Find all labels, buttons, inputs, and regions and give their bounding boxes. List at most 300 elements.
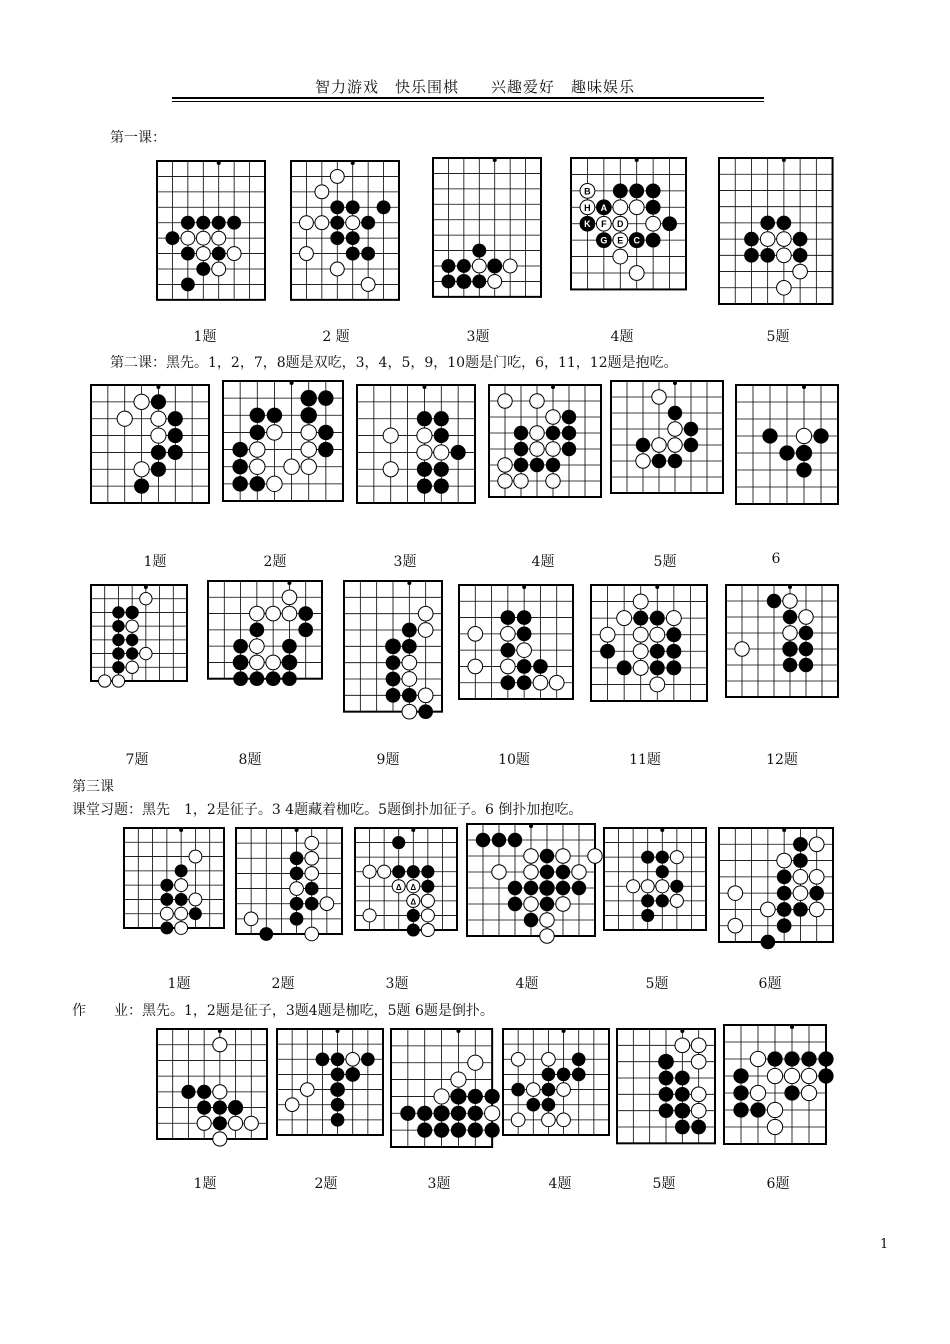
black-stone <box>318 425 333 440</box>
black-stone <box>407 909 420 922</box>
black-stone <box>514 458 528 472</box>
white-stone <box>526 1083 540 1097</box>
white-stone <box>514 474 528 488</box>
white-stone <box>189 850 202 863</box>
black-stone <box>402 688 417 703</box>
white-stone <box>517 643 532 658</box>
go-board <box>432 157 542 307</box>
black-stone <box>318 442 333 457</box>
white-stone <box>767 1119 782 1134</box>
black-stone <box>650 644 665 659</box>
black-stone <box>434 1123 449 1138</box>
black-stone <box>232 459 247 474</box>
white-stone <box>299 216 313 230</box>
white-stone <box>301 442 316 457</box>
black-stone <box>818 1068 833 1083</box>
white-stone <box>767 1068 782 1083</box>
board-caption: 7题 <box>125 752 149 768</box>
black-stone <box>181 1085 195 1099</box>
star-point <box>422 385 426 389</box>
black-stone <box>402 639 417 654</box>
black-stone <box>250 425 265 440</box>
black-stone <box>666 644 681 659</box>
white-stone <box>750 1051 765 1066</box>
go-board <box>466 823 596 951</box>
black-stone <box>392 865 405 878</box>
white-stone <box>668 438 682 452</box>
black-stone <box>126 606 138 618</box>
white-stone <box>652 390 666 404</box>
white-stone <box>540 913 554 927</box>
stone-label: Δ <box>410 897 417 907</box>
black-stone <box>112 661 124 673</box>
black-stone <box>181 277 195 291</box>
black-stone <box>259 927 273 941</box>
board-frame <box>277 1029 383 1135</box>
white-stone <box>363 909 376 922</box>
star-point <box>802 385 806 389</box>
white-stone <box>151 411 166 426</box>
star-point <box>788 585 792 589</box>
board-caption: 4题 <box>548 1176 572 1192</box>
white-stone <box>588 849 602 863</box>
black-stone <box>793 902 808 917</box>
white-stone <box>140 647 152 659</box>
black-stone <box>189 907 202 920</box>
black-stone <box>434 462 449 477</box>
black-stone <box>783 642 797 656</box>
board-caption: 6 <box>771 551 781 567</box>
star-point <box>551 385 555 389</box>
black-stone <box>282 671 297 686</box>
white-stone <box>212 231 226 245</box>
black-stone <box>290 867 304 881</box>
black-stone <box>168 411 183 426</box>
white-stone <box>402 704 417 719</box>
black-stone <box>233 655 248 670</box>
white-stone <box>617 611 632 626</box>
black-stone <box>290 912 304 926</box>
black-stone <box>809 886 824 901</box>
go-board <box>735 384 839 520</box>
white-stone <box>434 445 449 460</box>
star-point <box>660 828 664 832</box>
black-stone <box>633 611 648 626</box>
black-stone <box>346 247 360 261</box>
black-stone <box>557 1068 571 1082</box>
black-stone <box>196 262 210 276</box>
white-stone <box>112 675 124 687</box>
white-stone <box>213 1085 227 1099</box>
go-board <box>723 1024 827 1154</box>
stone-label: D <box>617 219 624 230</box>
star-point <box>673 381 677 385</box>
black-stone <box>168 445 183 460</box>
board-caption: 12题 <box>766 752 798 768</box>
page-header: 智力游戏 快乐围棋 兴趣爱好 趣味娱乐 <box>314 78 635 96</box>
go-board <box>356 384 476 518</box>
white-stone <box>346 216 360 230</box>
black-stone <box>556 881 570 895</box>
stone-label: A <box>600 202 608 213</box>
white-stone <box>402 655 417 670</box>
black-stone <box>783 658 797 672</box>
black-stone <box>668 406 682 420</box>
white-stone <box>315 185 329 199</box>
white-stone <box>301 459 316 474</box>
black-stone <box>799 626 813 640</box>
black-stone <box>793 248 808 263</box>
board-caption: 4题 <box>531 554 555 570</box>
white-stone <box>530 442 544 456</box>
white-stone <box>809 837 824 852</box>
black-stone <box>451 445 466 460</box>
black-stone <box>386 672 401 687</box>
black-stone <box>468 1089 483 1104</box>
black-stone <box>783 610 797 624</box>
stone-label: B <box>584 186 591 197</box>
black-stone <box>134 479 149 494</box>
white-stone <box>670 894 683 907</box>
white-stone <box>363 865 376 878</box>
stone-label: E <box>617 235 624 246</box>
black-stone <box>656 894 669 907</box>
go-board <box>156 1028 268 1162</box>
black-stone <box>514 442 528 456</box>
black-stone <box>511 1083 525 1097</box>
board-caption: 5题 <box>645 976 669 992</box>
black-stone <box>675 1087 690 1102</box>
white-stone <box>503 259 517 273</box>
go-board <box>616 1028 716 1152</box>
white-stone <box>652 438 666 452</box>
black-stone <box>540 849 554 863</box>
white-stone <box>197 1116 211 1130</box>
black-stone <box>801 1051 816 1066</box>
black-stone <box>168 428 183 443</box>
white-stone <box>511 1113 525 1127</box>
black-stone <box>282 639 297 654</box>
black-stone <box>305 882 319 896</box>
white-stone <box>140 593 152 605</box>
black-stone <box>629 183 644 198</box>
black-stone <box>361 216 375 230</box>
black-stone <box>421 865 434 878</box>
board-caption: 2题 <box>271 976 295 992</box>
header-rule-thick <box>172 97 764 99</box>
black-stone <box>508 897 522 911</box>
star-point <box>790 1025 794 1029</box>
white-stone <box>750 1085 765 1100</box>
black-stone <box>331 1098 345 1112</box>
black-stone <box>684 438 698 452</box>
black-stone <box>417 411 432 426</box>
white-stone <box>728 886 743 901</box>
go-board <box>390 1028 496 1148</box>
black-stone <box>784 1085 799 1100</box>
black-stone <box>250 671 265 686</box>
black-stone <box>542 1068 556 1082</box>
white-stone <box>650 627 665 642</box>
star-point <box>411 828 415 832</box>
black-stone <box>777 918 792 933</box>
black-stone <box>457 274 471 288</box>
black-stone <box>212 216 226 230</box>
white-stone <box>629 200 644 215</box>
white-stone <box>330 262 344 276</box>
white-stone <box>761 902 776 917</box>
white-stone <box>468 659 483 674</box>
black-stone <box>600 644 615 659</box>
black-stone <box>659 1054 674 1069</box>
black-stone <box>659 1071 674 1086</box>
white-stone <box>691 1103 706 1118</box>
black-stone <box>418 704 433 719</box>
black-stone <box>501 675 516 690</box>
board-caption: 3题 <box>427 1176 451 1192</box>
board-frame <box>726 585 838 697</box>
white-stone <box>668 422 682 436</box>
black-stone <box>330 231 344 245</box>
black-stone <box>546 426 560 440</box>
board-caption: 1题 <box>193 329 217 345</box>
white-stone <box>266 655 281 670</box>
black-stone <box>112 647 124 659</box>
black-stone <box>613 183 628 198</box>
white-stone <box>501 659 516 674</box>
black-stone <box>517 659 532 674</box>
go-board <box>90 584 188 712</box>
white-stone <box>212 262 226 276</box>
black-stone <box>386 688 401 703</box>
black-stone <box>250 476 265 491</box>
white-stone <box>301 425 316 440</box>
go-board <box>156 160 266 305</box>
black-stone <box>441 259 455 273</box>
white-stone <box>783 594 797 608</box>
white-stone <box>760 232 775 247</box>
star-point <box>635 158 639 162</box>
white-stone <box>498 458 512 472</box>
white-stone <box>633 594 648 609</box>
black-stone <box>233 639 248 654</box>
white-stone <box>361 277 375 291</box>
black-stone <box>517 627 532 642</box>
go-board <box>276 1028 384 1158</box>
black-stone <box>666 627 681 642</box>
black-stone <box>468 1123 483 1138</box>
black-stone <box>662 216 677 231</box>
black-stone <box>666 660 681 675</box>
board-frame <box>91 585 187 681</box>
black-stone <box>346 1068 360 1082</box>
black-stone <box>421 880 434 893</box>
white-stone <box>151 428 166 443</box>
white-stone <box>636 454 650 468</box>
black-stone <box>407 923 420 936</box>
white-stone <box>196 231 210 245</box>
lesson-3-exercise-note: 课堂习题：黑先 1，2是征子。3 4题藏着枷吃。5题倒扑加征子。6 倒扑加抱吃。 <box>72 802 583 818</box>
board-frame <box>157 161 265 300</box>
black-stone <box>524 913 538 927</box>
white-stone <box>633 644 648 659</box>
board-caption: 2题 <box>314 1176 338 1192</box>
white-stone <box>735 642 749 656</box>
board-frame <box>611 381 723 493</box>
black-stone <box>175 864 188 877</box>
black-stone <box>675 1120 690 1135</box>
white-stone <box>530 426 544 440</box>
white-stone <box>196 247 210 261</box>
black-stone <box>652 454 666 468</box>
go-board <box>610 380 724 512</box>
homework-note: 作 业：黑先。1，2题是征子，3题4题是枷吃，5题 6题是倒扑。 <box>72 1003 494 1019</box>
black-stone <box>305 897 319 911</box>
white-stone <box>793 264 808 279</box>
board-caption: 4题 <box>610 329 634 345</box>
black-stone <box>331 1068 345 1082</box>
white-stone <box>498 394 512 408</box>
white-stone <box>656 880 669 893</box>
white-stone <box>472 259 486 273</box>
black-stone <box>646 233 661 248</box>
white-stone <box>383 462 398 477</box>
white-stone <box>134 462 149 477</box>
board-frame <box>291 161 399 300</box>
black-stone <box>229 1101 243 1115</box>
black-stone <box>400 1106 415 1121</box>
black-stone <box>540 881 554 895</box>
white-stone <box>485 1106 500 1121</box>
white-stone <box>511 1052 525 1066</box>
black-stone <box>181 247 195 261</box>
white-stone <box>793 886 808 901</box>
board-caption: 3题 <box>385 976 409 992</box>
board-caption: 6题 <box>766 1176 790 1192</box>
white-stone <box>267 476 282 491</box>
go-board <box>718 827 834 953</box>
black-stone <box>197 1101 211 1115</box>
black-stone <box>572 881 586 895</box>
white-stone <box>777 232 792 247</box>
black-stone <box>151 394 166 409</box>
stone-label: K <box>584 219 591 230</box>
go-board <box>235 827 343 967</box>
lesson-1-title: 第一课： <box>110 130 166 146</box>
go-board <box>488 384 602 518</box>
black-stone <box>488 259 502 273</box>
go-board <box>603 827 707 961</box>
board-caption: 1题 <box>167 976 191 992</box>
black-stone <box>675 1071 690 1086</box>
white-stone <box>117 411 132 426</box>
stone-label: Δ <box>410 882 417 892</box>
white-stone <box>315 216 329 230</box>
white-stone <box>244 912 258 926</box>
go-board <box>590 584 708 730</box>
board-frame <box>124 828 224 928</box>
board-caption: 6题 <box>758 976 782 992</box>
black-stone <box>646 200 661 215</box>
black-stone <box>112 620 124 632</box>
white-stone <box>801 1085 816 1100</box>
white-stone <box>244 1116 258 1130</box>
black-stone <box>777 216 792 231</box>
black-stone <box>402 623 417 638</box>
white-stone <box>126 620 138 632</box>
black-stone <box>346 231 360 245</box>
black-stone <box>386 639 401 654</box>
black-stone <box>250 408 265 423</box>
black-stone <box>417 1123 432 1138</box>
black-stone <box>492 833 506 847</box>
white-stone <box>546 410 560 424</box>
star-point <box>493 158 497 162</box>
go-board <box>343 580 443 732</box>
star-point <box>456 1029 460 1033</box>
white-stone <box>175 907 188 920</box>
board-caption: 8题 <box>238 752 262 768</box>
star-point <box>655 585 659 589</box>
black-stone <box>112 634 124 646</box>
black-stone <box>213 1101 227 1115</box>
white-stone <box>530 394 544 408</box>
white-stone <box>777 853 792 868</box>
black-stone <box>656 851 669 864</box>
white-stone <box>799 610 813 624</box>
white-stone <box>267 425 282 440</box>
black-stone <box>330 216 344 230</box>
black-stone <box>165 231 179 245</box>
black-stone <box>331 1052 345 1066</box>
black-stone <box>331 1113 345 1127</box>
white-stone <box>691 1038 706 1053</box>
white-stone <box>175 922 188 935</box>
white-stone <box>300 1083 314 1097</box>
black-stone <box>542 1098 556 1112</box>
black-stone <box>301 408 316 423</box>
white-stone <box>383 428 398 443</box>
white-stone <box>613 200 628 215</box>
black-stone <box>298 623 313 638</box>
white-stone <box>542 1113 556 1127</box>
white-stone <box>434 1089 449 1104</box>
black-stone <box>457 259 471 273</box>
white-stone <box>557 1083 571 1097</box>
white-stone <box>691 1087 706 1102</box>
black-stone <box>298 606 313 621</box>
black-stone <box>233 671 248 686</box>
white-stone <box>796 428 811 443</box>
go-board <box>222 380 344 538</box>
white-stone <box>633 627 648 642</box>
white-stone <box>549 675 564 690</box>
black-stone <box>796 445 811 460</box>
black-stone <box>668 454 682 468</box>
black-stone <box>468 1106 483 1121</box>
board-frame <box>604 828 706 930</box>
white-stone <box>250 442 265 457</box>
white-stone <box>189 893 202 906</box>
black-stone <box>572 1068 586 1082</box>
black-stone <box>331 1083 345 1097</box>
star-point <box>287 581 291 585</box>
header-rule-thin <box>172 101 764 102</box>
black-stone <box>160 893 173 906</box>
white-stone <box>468 1055 483 1070</box>
black-stone <box>796 462 811 477</box>
black-stone <box>818 1051 833 1066</box>
